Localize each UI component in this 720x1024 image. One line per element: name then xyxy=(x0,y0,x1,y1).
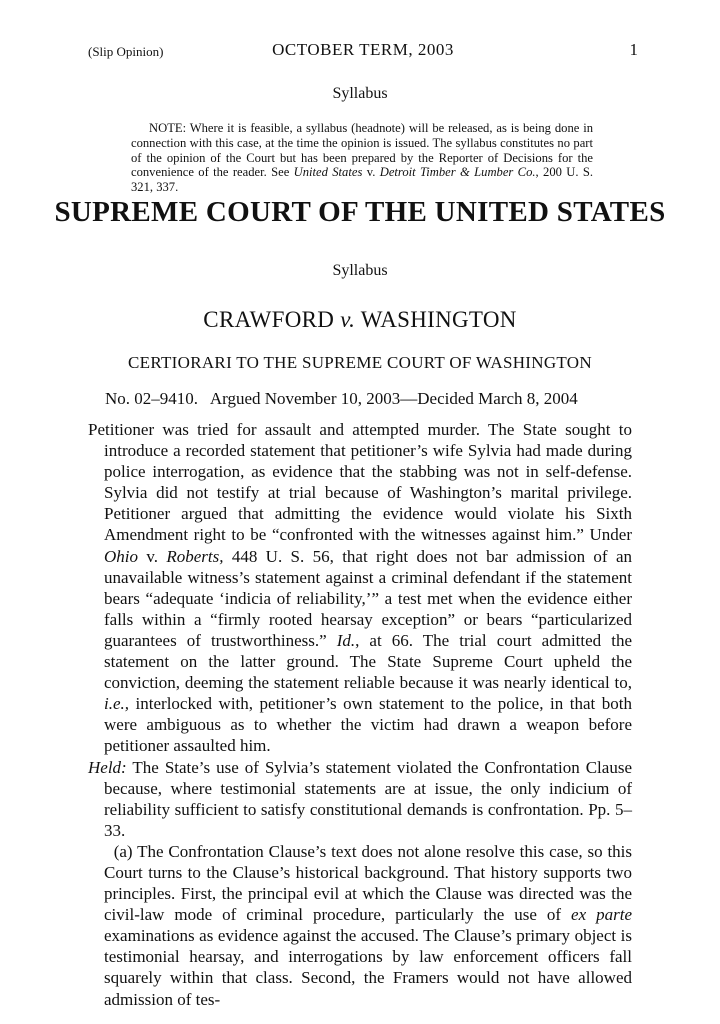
court-title: SUPREME COURT OF THE UNITED STATES xyxy=(54,196,666,228)
note-citation-party: Detroit Timber & Lumber Co. xyxy=(379,165,536,180)
case-v: v. xyxy=(138,546,167,566)
facts-text-4: interlocked with, petitioner’s own statement to the police, in that both were ambiguous as to whether the victim had drawn a weapon before petitioner assaulted him. xyxy=(104,694,632,756)
case-versus: v. xyxy=(340,307,356,332)
abbrev-ie: i.e., xyxy=(104,694,130,714)
syllabus-label-top: Syllabus xyxy=(332,85,388,102)
held-paragraph xyxy=(88,757,632,841)
facts-text-1: Petitioner was tried for assault and attempted murder. The State sought to introduce a recorded statement that petitioner’s wife Sylvia had made during police interrogation, as evidence that the stabbing was not in self-defense. Sylvia did not testify at trial because of Washington’s marital privilege. Petitioner argued that admitting the evidence would violate his Sixth Amendment right to be “confronted with the witnesses against him.” Under xyxy=(88,420,632,545)
note-citation-rest: , 200 U. S. 321, 337. xyxy=(131,165,594,195)
citation-id: Id. xyxy=(336,630,356,650)
facts-text-2: 448 U. S. 56, that right does not bar admission of an unavailable witness’s statement against a criminal defendant if the statement bears “adequate ‘indicia of reliability,’” a test met when the evidence either falls within a “firmly rooted hearsay exception” or bears “particularized guarantees of trustworthiness.” xyxy=(104,546,632,650)
held-text: The State’s use of Sylvia’s statement violated the Confrontation Clause because, where testimonial statements are at issue, the only indicium of reliability sufficient to satisfy constitutional demands is confrontation. Pp. 5–33. xyxy=(104,757,632,840)
certiorari-line: CERTIORARI TO THE SUPREME COURT OF WASHINGTON xyxy=(128,353,592,372)
reporter-note xyxy=(131,121,593,195)
case-roberts: Roberts, xyxy=(166,546,224,566)
case-name xyxy=(0,307,720,333)
paragraph-a-text-1: (a) The Confrontation Clause’s text does not alone resolve this case, so this Court turns to the Clause’s historical background. That history supports two principles. First, the principal evil at which the Clause was directed was the civil-law mode of criminal procedure, particularly the use of xyxy=(104,841,633,925)
running-head xyxy=(88,40,638,62)
case-ohio: Ohio xyxy=(104,546,138,566)
case-respondent: WASHINGTON xyxy=(360,307,517,332)
slip-opinion-label: (Slip Opinion) xyxy=(88,44,164,59)
facts-text-3: , at 66. The trial court admitted the statement on the latter ground. The State Supreme Court upheld the conviction, deeming the statement reliable because it was nearly identical to, xyxy=(104,630,632,693)
paragraph-a xyxy=(88,841,632,1010)
paragraph-a-text-2: examinations as evidence against the accused. The Clause’s primary object is testimonial hearsay, and interrogations by law enforcement officers fall squarely within that class. Second, the Framers would not have allowed admission of tes- xyxy=(104,926,632,1009)
term-heading: OCTOBER TERM, 2003 xyxy=(272,40,454,59)
case-petitioner: CRAWFORD xyxy=(203,307,335,332)
term-ex-parte: ex parte xyxy=(571,905,632,925)
note-text: Where it is feasible, a syllabus (headnote) will be released, as is being done in connection with this case, at the time the opinion is issued. The syllabus constitutes no part of the opinion of the Court but has been prepared by the Reporter of Decisions for the convenience of the reader. See xyxy=(131,121,594,180)
syllabus-body xyxy=(88,419,632,1010)
note-label: NOTE: xyxy=(149,121,187,135)
facts-paragraph xyxy=(88,419,632,757)
note-citation-v: v. xyxy=(366,165,376,180)
held-label: Held: xyxy=(88,757,127,777)
note-citation-case: United States xyxy=(293,165,363,180)
syllabus-label-mid: Syllabus xyxy=(332,262,388,279)
docket-line: No. 02–9410. Argued November 10, 2003—Decided March 8, 2004 xyxy=(105,389,578,408)
page-number: 1 xyxy=(629,40,638,59)
